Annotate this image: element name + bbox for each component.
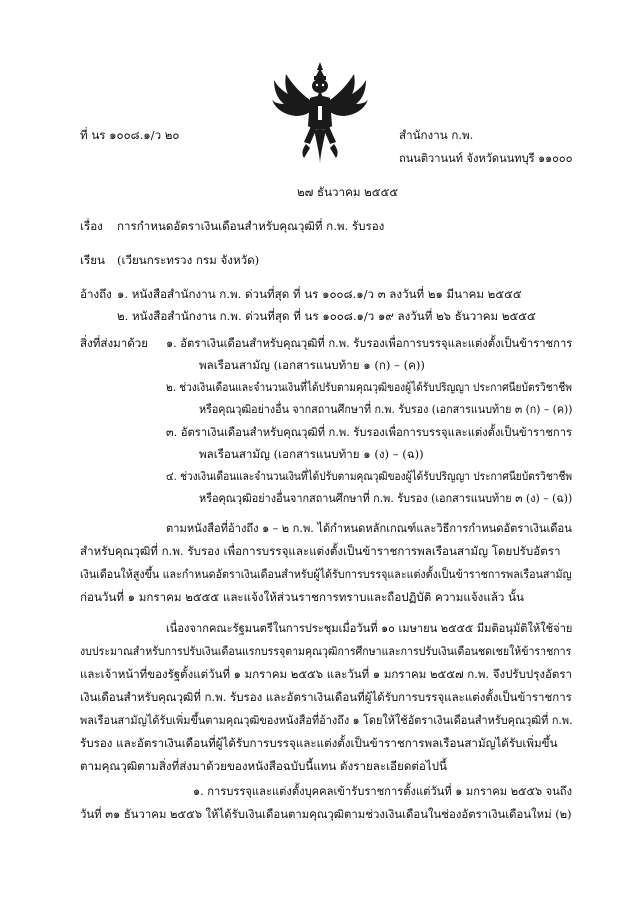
enclosure-item-cont: พลเรือนสามัญ (เอกสารแนบท้าย ๑ (ง) – (ฉ)) (199, 447, 424, 461)
paragraph-line: ก่อนวันที่ ๑ มกราคม ๒๕๕๕ และแจ้งให้ส่วนราชการทราบและถือปฏิบัติ ความแจ้งแล้ว นั้น (80, 590, 524, 604)
reference-number: ที่ นร ๑๐๐๘.๑/ว ๒๐ (80, 128, 180, 142)
garuda-emblem-icon (270, 60, 370, 168)
issuing-office: สำนักงาน ก.พ. (399, 128, 474, 142)
enclosure-item-cont: พลเรือนสามัญ (เอกสารแนบท้าย ๑ (ก) – (ค)) (199, 358, 425, 372)
paragraph-line: พลเรือนสามัญได้รับเพิ่มขึ้นตามคุณวุฒิของหนังสือที่อ้างถึง ๑ โดยให้ใช้อัตราเงินเดือนสำหรับคุณวุฒิที่ ก.พ. (80, 713, 573, 727)
paragraph-line: เงินเดือนสำหรับคุณวุฒิที่ ก.พ. รับรอง และอัตราเงินเดือนที่ผู้ได้รับการบรรจุและแต่งตั้งเป็นข้าราชการ (80, 690, 572, 704)
reference-item: ๒. หนังสือสำนักงาน ก.พ. ด่วนที่สุด ที่ นร ๑๐๐๘.๑/ว ๑๙ ลงวันที่ ๒๖ ธันวาคม ๒๕๕๕ (117, 309, 536, 323)
enclosure-item: ๓. อัตราเงินเดือนสำหรับคุณวุฒิที่ ก.พ. รับรองเพื่อการบรรจุและแต่งตั้งเป็นข้าราชการ (166, 425, 573, 439)
paragraph-line: ตามหนังสือที่อ้างถึง ๑ – ๒ ก.พ. ได้กำหนดหลักเกณฑ์และวิธีการกำหนดอัตราเงินเดือน (166, 521, 572, 535)
subject-label: เรื่อง (80, 219, 103, 233)
paragraph-line: และเจ้าหน้าที่ของรัฐตั้งแต่วันที่ ๑ มกราคม ๒๕๕๖ และวันที่ ๑ มกราคม ๒๕๕๗ ก.พ. จึงปรับปรุงอัตรา (80, 667, 573, 681)
paragraph-line: วันที่ ๓๑ ธันวาคม ๒๕๕๖ ให้ได้รับเงินเดือนตามคุณวุฒิตามช่วงเงินเดือนในช่องอัตราเงินเดือนใหม่ (๒) (80, 807, 572, 821)
paragraph-line: เงินเดือนให้สูงขึ้น และกำหนดอัตราเงินเดือนสำหรับผู้ได้รับการบรรจุและแต่งตั้งเป็นข้าราชการพลเรือนสามัญ (80, 567, 572, 581)
enclosures-label: สิ่งที่ส่งมาด้วย (80, 336, 149, 350)
reference-item: ๑. หนังสือสำนักงาน ก.พ. ด่วนที่สุด ที่ นร ๑๐๐๘.๑/ว ๓ ลงวันที่ ๒๑ มีนาคม ๒๕๕๕ (117, 287, 522, 301)
enclosure-item: ๔. ช่วงเงินเดือนและจำนวนเงินที่ได้ปรับตามคุณวุฒิของผู้ได้รับปริญญา ประกาศนียบัตรวิชาชีพ (166, 469, 573, 483)
to-label: เรียน (80, 253, 105, 267)
paragraph-line: เนื่องจากคณะรัฐมนตรีในการประชุมเมื่อวันที่ ๑๐ เมษายน ๒๕๕๕ มีมติอนุมัติให้ใช้จ่าย (166, 621, 573, 635)
enclosure-item-cont: หรือคุณวุฒิอย่างอื่น จากสถานศึกษาที่ ก.พ. รับรอง (เอกสารแนบท้าย ๓ (ก) – (ค)) (199, 402, 573, 416)
paragraph-line: ๑. การบรรจุและแต่งตั้งบุคคลเข้ารับราชการตั้งแต่วันที่ ๑ มกราคม ๒๕๕๖ จนถึง (193, 784, 573, 798)
enclosure-item-cont: หรือคุณวุฒิอย่างอื่นจากสถานศึกษาที่ ก.พ. รับรอง (เอกสารแนบท้าย ๓ (ง) – (ฉ)) (199, 491, 573, 505)
paragraph-line: รับรอง และอัตราเงินเดือนที่ผู้ได้รับการบรรจุและแต่งตั้งเป็นข้าราชการพลเรือนสามัญได้รับเพิ่มขึ้น (80, 736, 558, 750)
paragraph-line: สำหรับคุณวุฒิที่ ก.พ. รับรอง เพื่อการบรรจุและแต่งตั้งเป็นข้าราชการพลเรือนสามัญ โดยปรับอัตรา (80, 544, 561, 558)
letter-date: ๒๗ ธันวาคม ๒๕๕๕ (297, 185, 399, 199)
office-address: ถนนติวานนท์ จังหวัดนนทบุรี ๑๑๐๐๐ (399, 151, 573, 165)
references-label: อ้างถึง (80, 287, 112, 301)
to-text: (เวียนกระทรวง กรม จังหวัด) (117, 253, 260, 267)
paragraph-line: ตามคุณวุฒิตามสิ่งที่ส่งมาด้วยของหนังสือฉบับนี้แทน ดังรายละเอียดต่อไปนี้ (80, 759, 447, 773)
enclosure-item: ๒. ช่วงเงินเดือนและจำนวนเงินที่ได้ปรับตามคุณวุฒิของผู้ได้รับปริญญา ประกาศนียบัตรวิชาชีพ (166, 380, 572, 394)
subject-text: การกำหนดอัตราเงินเดือนสำหรับคุณวุฒิที่ ก.พ. รับรอง (117, 219, 385, 233)
enclosure-item: ๑. อัตราเงินเดือนสำหรับคุณวุฒิที่ ก.พ. รับรองเพื่อการบรรจุและแต่งตั้งเป็นข้าราชการ (166, 336, 573, 350)
paragraph-line: งบประมาณสำหรับการปรับเงินเดือนแรกบรรจุตามคุณวุฒิการศึกษาและการปรับเงินเดือนชดเชยให้ข้าราชการ (80, 644, 572, 658)
